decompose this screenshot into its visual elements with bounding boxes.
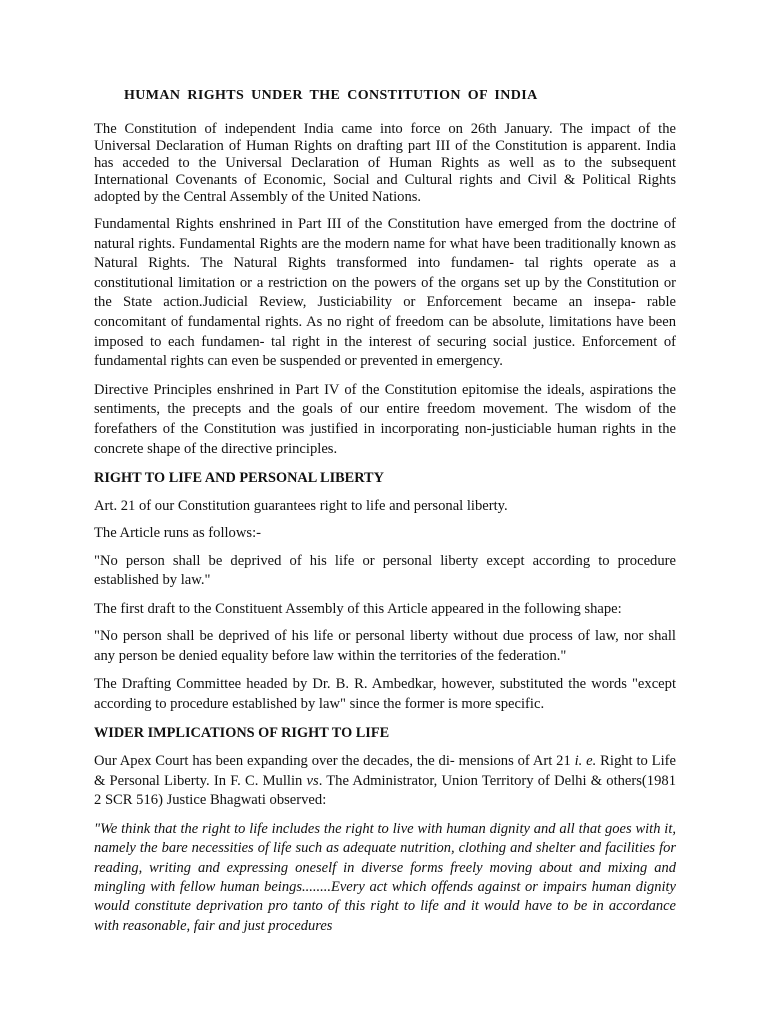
article-runs-paragraph: The Article runs as follows:- — [94, 525, 261, 542]
drafting-committee-paragraph: The Drafting Committee headed by Dr. B. R. Ambedkar, however, substituted the words "except according to procedure established by law" since the former is more specific. — [94, 676, 676, 712]
fundamental-rights-paragraph: Fundamental Rights enshrined in Part III of the Constitution have emerged from the doctrine of natural rights. Fundamental Rights are the modern name for what have been traditionally known as Natural Rights. The Natural Rights transformed into fundamen- tal rights operate as a constitutional limitation or a restriction on the powers of the organs set up by the Constitution or the State action.Judicial Review, Justiciability or Enforcement became an insepa- rable concomitant of fundamental rights. As no right of freedom can be absolute, limitations have been imposed to each fundamen- tal right in the interest of securing social justice. Enforcement of fundamental rights can even be suspended or prevented in emergency. — [94, 216, 676, 370]
bhagwati-quote: "We think that the right to life includes the right to live with human dignity and all that goes with it, namely the bare necessities of life such as adequate nutrition, clothing and shelter and facilities for reading, writing and expressing oneself in diverse forms freely moving about and mixing and mingling with fellow human beings........Every act which offends against or impairs human dignity would constitute deprivation pro tanto of this right to life and it would have to be in accordance with reasonable, fair and just procedures — [94, 821, 676, 934]
section-heading-right-to-life: RIGHT TO LIFE AND PERSONAL LIBERTY — [94, 470, 384, 487]
art21-paragraph: Art. 21 of our Constitution guarantees right to life and personal liberty. — [94, 498, 508, 515]
article-text-quote: "No person shall be deprived of his life or personal liberty except according to procedure established by law." — [94, 552, 676, 589]
intro-paragraph: The Constitution of independent India came into force on 26th January. The impact of the Universal Declaration of Human Rights on drafting part III of the Constitution is apparent. India has acceded to the Universal Declaration of Human Rights as well as to the subsequent International Covenants of Economic, Social and Cultural rights and Civil & Political Rights adopted by the Central Assembly of the United Nations. — [94, 121, 676, 205]
first-draft-paragraph: The first draft to the Constituent Assembly of this Article appeared in the following shape: — [94, 600, 622, 617]
document-title: HUMAN RIGHTS UNDER THE CONSTITUTION OF INDIA — [124, 88, 538, 103]
apex-court-text-1: Our Apex Court has been expanding over the decades, the di- mensions of Art 21 — [94, 753, 575, 770]
vs-abbreviation: vs — [306, 772, 319, 789]
apex-court-paragraph — [94, 752, 676, 811]
ie-abbreviation: i. e. — [574, 753, 597, 770]
apex-court-text-3: . The Administrator, Union Territory of Delhi & others(1981 2 SCR 516) Justice Bhagwati observed: — [94, 772, 676, 809]
section-heading-wider-implications: WIDER IMPLICATIONS OF RIGHT TO LIFE — [94, 725, 390, 742]
first-draft-quote: "No person shall be deprived of his life or personal liberty without due process of law, nor shall any person be denied equality before law within the territories of the federation." — [94, 627, 676, 664]
apex-court-text-2: Right to Life & Personal Liberty. In F. C. Mullin — [94, 753, 676, 789]
directive-principles-paragraph: Directive Principles enshrined in Part IV of the Constitution epitomise the ideals, aspirations the sentiments, the precepts and the goals of our entire freedom movement. The wisdom of the forefathers of the Constitution was justified in incorporating non-justiciable human rights in the concrete shape of the directive principles. — [94, 381, 676, 457]
document-page — [94, 86, 676, 936]
